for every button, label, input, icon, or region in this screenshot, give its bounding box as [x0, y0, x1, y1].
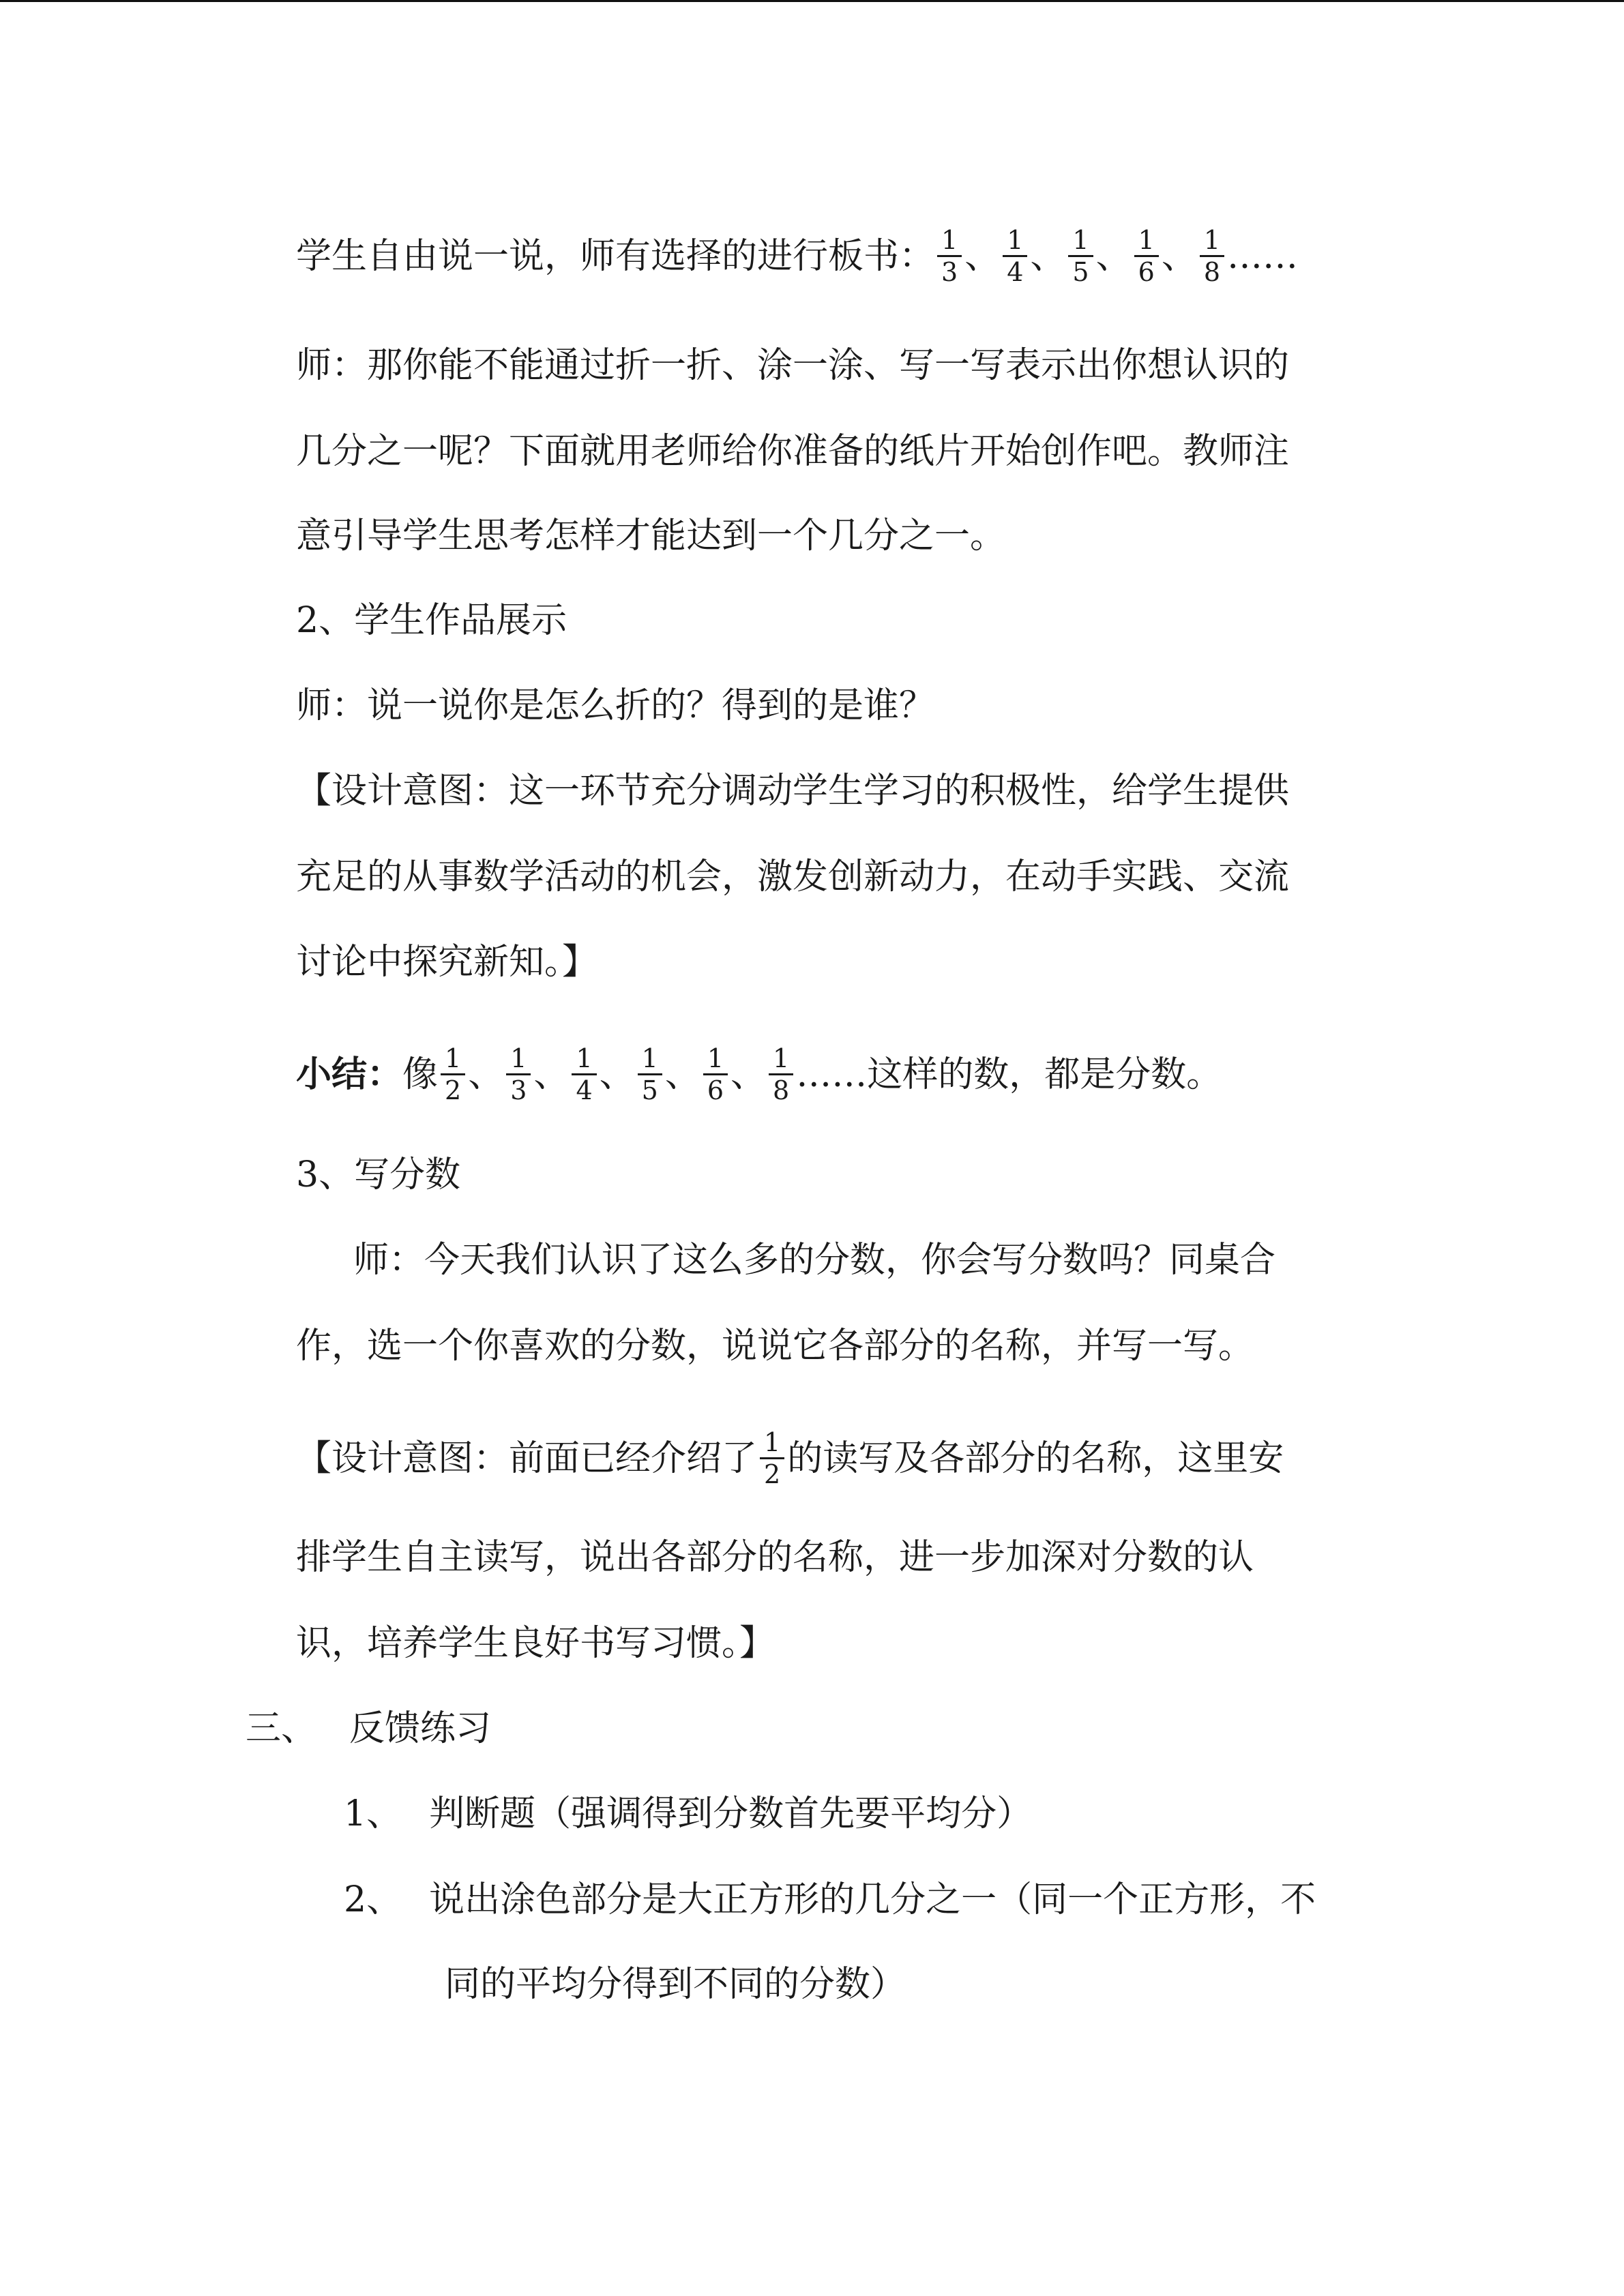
- fraction-1-3: $\frac{1}{3}$: [506, 1043, 531, 1105]
- design-intent-2-line-1: 【设计意图：前面已经介绍了 $\frac{1}{2}$ 的读写及各部分的名称，这里安: [296, 1427, 1284, 1489]
- design-intent-2-line-2: 排学生自主读写，说出各部分的名称，进一步加深对分数的认: [296, 1537, 1254, 1578]
- section-heading-three: 三、 反馈练习: [246, 1708, 492, 1749]
- fraction-1-4: $\frac{1}{4}$: [1003, 225, 1027, 287]
- fraction-1-4: $\frac{1}{4}$: [572, 1043, 596, 1105]
- line-1-text: 学生自由说一说，师有选择的进行板书：: [296, 236, 935, 277]
- exercise-2: 2、 说出涂色部分是大正方形的几分之一（同一个正方形，不: [344, 1879, 1316, 1920]
- fraction-1-6: $\frac{1}{6}$: [1134, 225, 1159, 287]
- line-3: 几分之一呢？下面就用老师给你准备的纸片开始创作吧。教师注: [296, 431, 1290, 472]
- summary-line: 小结：像 $\frac{1}{2}$ 、 $\frac{1}{3}$ 、 $\frac{1}{4}$ 、 $\frac{1}{5}$ 、 $\frac{1}{6}$ 、 $\frac{1}{8}$ ……这样的数，都是分数。: [296, 1043, 1222, 1105]
- line-4: 意引导学生思考怎样才能达到一个几分之一。: [296, 516, 1006, 556]
- fraction-1-8: $\frac{1}{8}$: [769, 1043, 793, 1105]
- line-6: 师：说一说你是怎么折的？得到的是谁？: [296, 685, 935, 726]
- line-13: 作，选一个你喜欢的分数，说说它各部分的名称，并写一写。: [296, 1326, 1254, 1367]
- exercise-1: 1、 判断题（强调得到分数首先要平均分）: [344, 1793, 1033, 1834]
- line-1: 学生自由说一说，师有选择的进行板书： $\frac{1}{3}$ 、 $\frac{1}{4}$ 、 $\frac{1}{5}$ 、 $\frac{1}{6}$ 、 $\frac{1}{8}$ ……: [296, 225, 1299, 287]
- design-intent-1-line-2: 充足的从事数学活动的机会，激发创新动力，在动手实践、交流: [296, 856, 1290, 897]
- line-12: 师：今天我们认识了这么多的分数，你会写分数吗？同桌合: [353, 1240, 1276, 1281]
- line-2: 师：那你能不能通过折一折、涂一涂、写一写表示出你想认识的: [296, 345, 1290, 386]
- design-intent-2-line-3: 识，培养学生良好书写习惯。】: [296, 1623, 776, 1664]
- fraction-1-6: $\frac{1}{6}$: [703, 1043, 728, 1105]
- exercise-2-continued: 同的平均分得到不同的分数）: [445, 1964, 906, 2005]
- design-intent-1-line-1: 【设计意图：这一环节充分调动学生学习的积极性，给学生提供: [296, 771, 1290, 811]
- section-heading-3: 3、写分数: [296, 1154, 461, 1195]
- fraction-1-8: $\frac{1}{8}$: [1200, 225, 1224, 287]
- top-border-line: [0, 0, 1624, 2]
- ellipsis: ……: [1227, 236, 1299, 277]
- fraction-1-5: $\frac{1}{5}$: [638, 1043, 662, 1105]
- summary-label: 小结：: [296, 1054, 403, 1095]
- section-heading-2: 2、学生作品展示: [296, 600, 567, 641]
- fraction-1-2: $\frac{1}{2}$: [760, 1427, 784, 1489]
- fraction-1-2: $\frac{1}{2}$: [441, 1043, 465, 1105]
- fraction-1-5: $\frac{1}{5}$: [1068, 225, 1093, 287]
- design-intent-1-line-3: 讨论中探究新知。】: [296, 942, 598, 983]
- fraction-1-3: $\frac{1}{3}$: [937, 225, 962, 287]
